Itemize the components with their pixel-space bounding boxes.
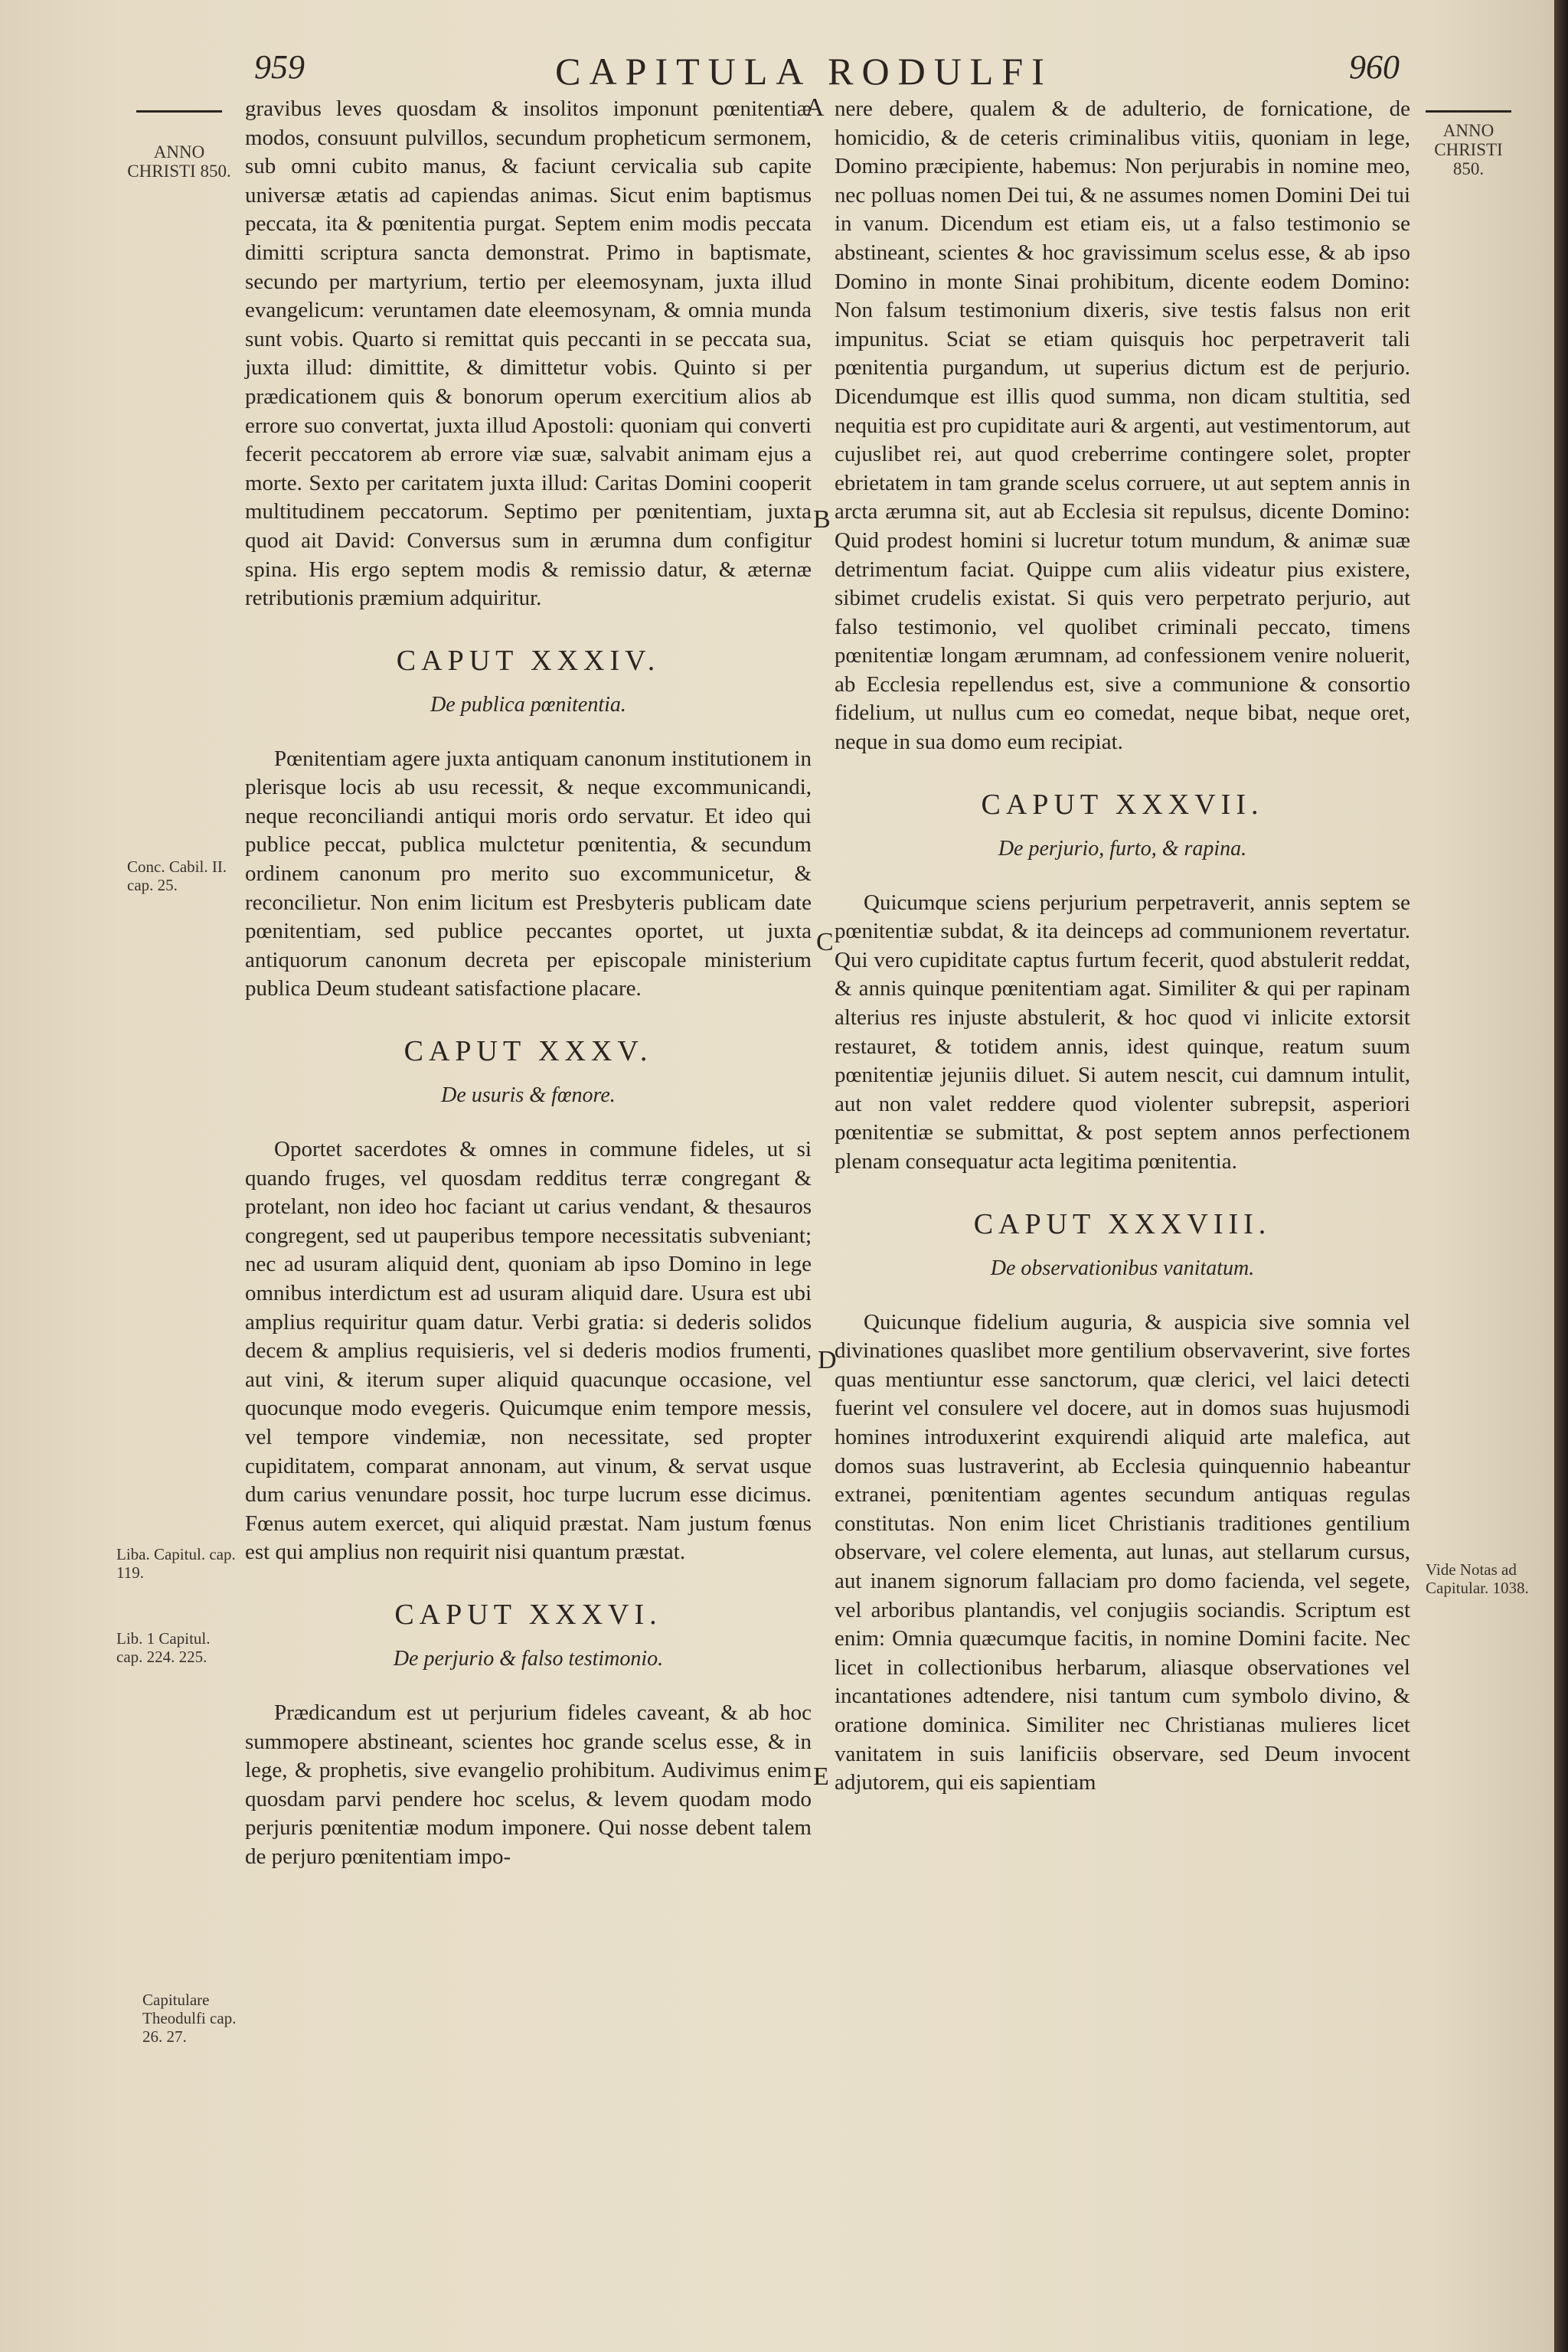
column-letter-a: A: [805, 93, 825, 122]
right-text-column: [835, 95, 1410, 1798]
chapter-heading-38: CAPUT XXXVIII.: [973, 1207, 1272, 1240]
chapter-heading-35: CAPUT XXXV.: [403, 1035, 653, 1068]
margin-note-vide-notas: Vide Notas ad Capitular. 1038.: [1426, 1560, 1529, 1597]
margin-anno-christi-right: ANNO CHRISTI 850.: [1434, 121, 1503, 178]
chapter-text-37: Quicumque sciens perjurium perpetraverit, annis septem se pœnitentiæ subdat, & ita deinceps ad communionem revertatur. Qui vero cupiditate captus furtum fecerit, quod abstulerit reddat, & annis quinque pœnitentiam agat. Similiter & qui per rapinam alterius res injuste abstulerit, & hoc quod vi inlicite extorsit restauret, & totidem annis, idest quinque, reatum suum pœnitentiæ jejuniis diluet. Si autem nescit, cui damnum intulit, aut non valet reddere quod violenter subrepsit, asperiori pœnitentiæ se submittat, & post septem annos perfectionem plenam consequatur acta legitima pœnitentia.: [835, 890, 1410, 1174]
margin-note-concilium: Conc. Cabil. II. cap. 25.: [127, 858, 227, 894]
chapter-text-34: Pœnitentiam agere juxta antiquam canonum institutionem in plerisque locis ab usu recessit, & neque excommunicandi, neque reconciliandi antiqui moris ordo servatur. Et ideo qui publice peccat, publica mulctetur pœnitentia, & secundum ordinem canonum pro merito suo excommunicetur, & reconcilietur. Non enim licitum est Presbyteris publicam date pœnitentiam, sed publice peccantes oportet, ut juxta antiquorum canonum decreta per episcopale ministerium publica Deum studeant satisfactione placare.: [245, 746, 812, 1001]
left-page-number: 959: [254, 48, 305, 86]
running-title: CAPITULA RODULFI: [555, 50, 1053, 93]
chapter-heading-37: CAPUT XXXVII.: [981, 788, 1264, 821]
right-header-rule: [1426, 110, 1511, 113]
column-letter-d: D: [818, 1346, 837, 1374]
chapter-text-38: Quicunque fidelium auguria, & auspicia sive somnia vel divinationes quaslibet more gentilium observaverint, sive fortes quas mentiuntur esse sanctorum, quæ clerici, vel laici detecti fuerint vel consulere vel docere, aut in domos suas hujusmodi homines introduxerint exquirendi aliquid arte malefica, aut domos suas lustraverint, ab Ecclesia quinquennio habeantur extranei, pœnitentiam agentes secundum antiquas regulas constitutas. Non enim licet Christianis traditiones gentilium observare, vel colere elementa, aut lunas, aut stellarum cursus, aut inanem signorum fallaciam pro domo facienda, vel segete, vel arboribus plantandis, vel conjugiis sociandis. Scriptum est enim: Omnia quæcumque facitis, in nomine Domini facite. Nec licet in collectionibus herbarum, aliasque observationes vel incantationes adtendere, nisi tantum cum symbolo divino, & oratione dominica. Similiter nec Christianas mulieres licet vanitatem in suis lanificiis observare, sed Deum invocent adjutorem, qui eis sapientiam: [835, 1309, 1410, 1795]
chapter-subtitle-38: De observationibus vanitatum.: [990, 1256, 1255, 1280]
column-letter-b: B: [813, 505, 831, 534]
left-header-rule: [136, 110, 222, 113]
chapter-subtitle-37: De perjurio, furto, & rapina.: [998, 836, 1247, 861]
chapter-subtitle-35: De usuris & fœnore.: [441, 1083, 616, 1108]
chapter-heading-36: CAPUT XXXVI.: [394, 1598, 662, 1631]
continued-paragraph: gravibus leves quosdam & insolitos imponunt pœnitentiæ modos, consuunt pulvillos, secundum propheticum sermonem, sub omni cubito manus, & faciunt cervicalia sub capite universæ ætatis ad capiendas animas. Sicut enim baptismus peccata, ita & pœnitentia purgat. Septem enim modis peccata dimitti scriptura sancta demonstrat. Primo in baptismate, secundo per martyrium, tertio per eleemosynam, juxta illud evangelicum: veruntamen date eleemosynam, & omnia munda sunt vobis. Quarto si remittat quis peccanti in se peccata sua, juxta illud: dimittite, & dimittetur vobis. Quinto si per prædicationem quis & bonorum operum exercitium alios ab errore suo convertat, juxta illud Apostoli: quoniam qui converti fecerit peccatorem ab errore viæ suæ, salvabit animam ejus a morte. Sexto per caritatem juxta illud: Caritas Domini cooperit multitudinem peccatorum. Septimo per pœnitentiam, juxta quod ait David: Conversus sum in ærumna dum configitur spina. His ergo septem modis & remissio datur, & æternæ retributionis præmium adquiritur.: [245, 96, 812, 611]
book-edge: [1554, 0, 1568, 2352]
continued-paragraph: nere debere, qualem & de adulterio, de fornicatione, de homicidio, & de ceteris criminalibus vitiis, quoniam in lege, Domino præcipiente, habemus: Non perjurabis in nomine meo, nec polluas nomen Dei tui, & ne assumes nomen Domini Dei tui in vanum. Dicendum est etiam eis, ut a falso testimonio se abstineant, scientes & hoc gravissimum scelus esse, & ab ipso Domino in monte Sinai prohibitum, dicente eodem Domino: Non falsum testimonium dixeris, sive testis falsus non erit impunitus. Sciat se etiam quisquis hoc perpetraverit tali pœnitentia purgandum, ut superius dictum est de perjurio. Dicendumque est illis quod summa, non dicam stultitia, sed nequitia est pro cupiditate auri & argenti, aut vestimentorum, aut cujuslibet rei, aut quod creberrime contingere solet, propter ebrietatem in tam grande scelus corruere, ut aut septem annis in arcta ærumna sit, aut ab Ecclesia sit repulsus, dicente Domino: Quid prodest homini si lucretur totum mundum, & animæ suæ detrimentum faciat. Quippe cum aliis videatur pius existere, sibimet crudelis existat. Si quis vero perpetrato perjurio, aut falso testimonio, vel quolibet criminali peccato, timens pœnitentiæ longam ærumnam, ad confessionem venire noluerit, ab Ecclesia repellendus est, sive a communione & consortio fidelium, ut nullus cum eo comedat, neque bibat, neque oret, neque in sua domo eum recipiat.: [835, 96, 1410, 755]
chapter-heading-34: CAPUT XXXIV.: [396, 644, 661, 677]
right-page-number: 960: [1349, 48, 1400, 86]
margin-anno-christi-left: ANNO CHRISTI 850.: [127, 142, 231, 181]
margin-note-theodulfi: Capitulare Theodulfi cap. 26. 27.: [142, 1991, 237, 2046]
margin-note-capitularia-a: Liba. Capitul. cap. 119.: [116, 1545, 236, 1582]
column-letter-e: E: [813, 1762, 829, 1791]
left-text-column: [245, 95, 812, 1872]
margin-note-capitularia-b: Lib. 1 Capitul. cap. 224. 225.: [116, 1629, 211, 1666]
chapter-text-35: Oportet sacerdotes & omnes in commune fideles, ut si quando fruges, vel quosdam redditus terræ congregant & protelant, non ideo hoc faciant ut carius vendant, & thesauros congregent, sed ut pauperibus tempore necessitatis subveniant; nec ad usuram aliquid dent, quoniam ab ipso Domino in lege omnibus interdictum est ad usuram aliquid dare. Usura est ubi amplius requiritur quam datur. Verbi gratia: si dederis solidos decem & amplius requisieris, vel si dederis modios frumenti, aut vini, & iterum super aliquid quacunque occasione, vel quocunque modo evegeris. Quicumque enim tempore messis, vel tempore vindemiæ, non necessitate, sed propter cupiditatem, comparat annonam, aut vinum, & servat usque dum carius venundare possit, hoc turpe lucrum esse dicimus. Fœnus autem exercet, qui aliquid præstat. Nam justum fœnus est qui amplius non requirit nisi quantum præstat.: [245, 1137, 812, 1565]
chapter-text-36: Prædicandum est ut perjurium fideles caveant, & ab hoc summopere abstineant, scientes hoc grande scelus esse, & in lege, & prophetis, sive evangelio prohibitum. Audivimus enim quosdam parvi pendere hoc scelus, & levem quodam modo perjuris pœnitentiæ modum imponere. Qui nosse debent talem de perjuro pœnitentiam impo-: [245, 1700, 812, 1869]
chapter-subtitle-36: De perjurio & falso testimonio.: [393, 1646, 664, 1671]
column-letter-c: C: [816, 928, 834, 956]
chapter-subtitle-34: De publica pœnitentia.: [430, 692, 626, 717]
